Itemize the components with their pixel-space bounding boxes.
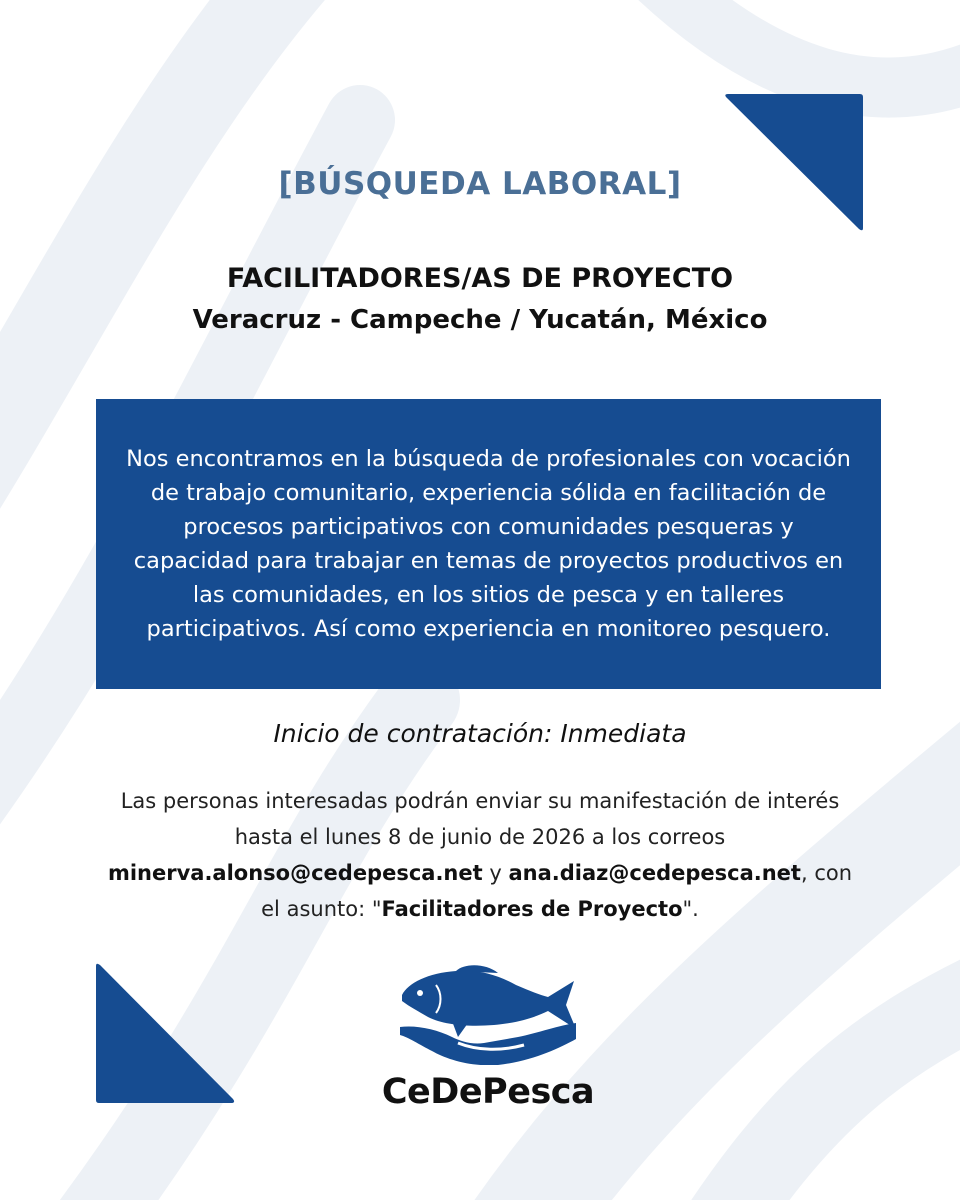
job-location: Veracruz - Campeche / Yucatán, México <box>192 305 768 335</box>
page-kicker: [BÚSQUEDA LABORAL] <box>278 166 682 202</box>
subject-text: Facilitadores de Proyecto <box>381 897 683 921</box>
brand-logo-text: CeDePesca <box>381 1072 595 1112</box>
email-connector: y <box>489 861 502 885</box>
email-link-2[interactable]: ana.diaz@cedepesca.net <box>508 861 801 885</box>
fish-hand-icon <box>398 965 580 1065</box>
application-intro: Las personas interesadas podrán enviar su manifestación de interés hasta el lunes 8 de junio de 2026 a los correos <box>120 789 840 849</box>
start-date: Inicio de contratación: Inmediata <box>273 719 687 748</box>
job-description: Nos encontramos en la búsqueda de profesionales con vocación de trabajo comunitario, experiencia sólida en facilitación de procesos participativos con comunidades pesqueras y capacidad para trabajar en temas de proyectos productivos en las comunidades, en los sitios de pesca y en talleres participativos. Así como experiencia en monitoreo pesquero. <box>126 446 851 642</box>
subject-suffix: ". <box>682 897 699 921</box>
subject-prefix: con el asunto: " <box>261 861 853 921</box>
email-link-1[interactable]: minerva.alonso@cedepesca.net <box>107 861 483 885</box>
corner-triangle-top-right <box>724 92 864 232</box>
application-instructions <box>100 783 860 927</box>
email-comma: , <box>800 861 808 885</box>
description-panel <box>96 399 881 689</box>
job-title: FACILITADORES/AS DE PROYECTO <box>226 263 734 294</box>
